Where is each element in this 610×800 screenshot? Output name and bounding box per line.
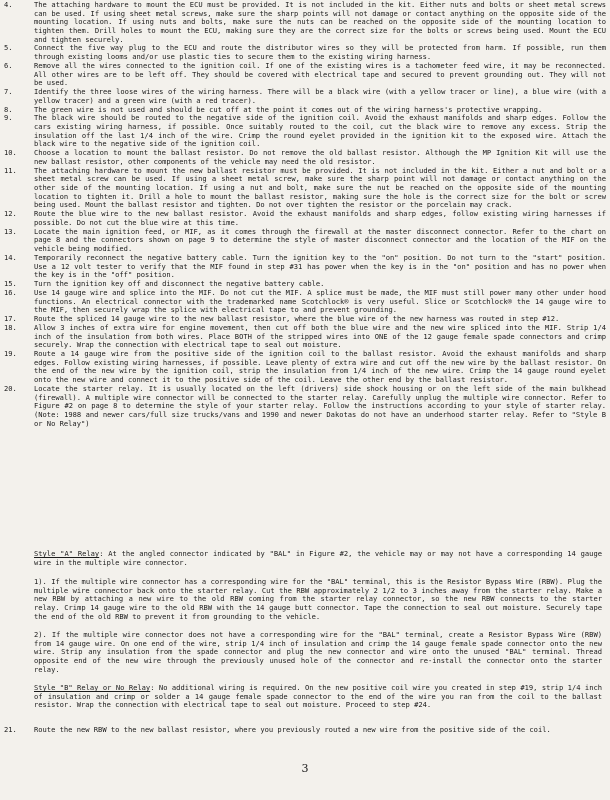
step-13 [4,228,606,254]
style-a-relay-paragraph [34,550,602,567]
step-number: 15. [4,279,17,289]
step-6 [4,62,606,88]
step-text: Temporarily reconnect the negative battery cable. Turn the ignition key to the "on" position. Do not turn to the "start" position. Use a 12 volt tester to verify that the MIF found in step #31 has power when the key is in the "on" position and has no power when the key is in the "off" position. [34,252,606,280]
step-9 [4,114,606,149]
step-text: Locate the main ignition feed, or MIF, as it comes through the firewall at the master disconnect connector. Refer to the chart on page 8 and the connectors shown on page 9 to determine the style of master disconnect connector and the location of the MIF on the vehicle being modified. [34,226,606,254]
step-number: 10. [4,148,17,158]
style-a-text: : At the angled connector indicated by "BAL" in Figure #2, the vehicle may or may not have a corresponding 14 gauge wire in the multiple wire connector. [34,549,602,567]
step-7 [4,88,606,105]
step-number: 5. [4,43,13,53]
step-12 [4,210,606,227]
step-number: 21. [4,725,17,734]
step-text: Choose a location to mount the ballast resistor. Do not remove the old ballast resistor. Although the MP Ignition Kit will use the new ballast resistor, other components of the vehicle may need the old resistor. [34,148,606,166]
step-4 [4,1,606,44]
step-text: Locate the starter relay. It is usually located on the left (drivers) side shock housing or on the left side of the main bulkhead (firewall). A multiple wire connector will be connected to the starter relay. Carefully unplug the multiple wire connector. Refer to Figure #2 on page 8 to determine the style of your starter relay. Follow the instructions according to your style of starter relay. (Note: 1988 and newer cars/full size trucks/vans and 1990 and newer Dakotas do not have an underhood starter relay. Refer to "Style B or No Relay") [34,383,606,428]
step-number: 18. [4,322,17,332]
step-text: Route a 14 gauge wire from the positive side of the ignition coil to the ballast resistor. Avoid the exhaust manifolds and sharp edges. Follow existing wiring harnesses, if possible. Leave plenty of extra wire and cut off the new wire by the ballast resistor. On the end of the new wire by the ignition coil, strip the insulation from 1/4 inch of the new wire. Crimp the 14 gauge round eyelet onto the new wire and connect it to the positive side of the coil. Leave the other end by the ballast resistor. [34,349,606,385]
page-number: 3 [301,762,309,775]
step-list [4,1,606,428]
step-10 [4,149,606,166]
step-text: The black wire should be routed to the negative side of the ignition coil. Avoid the exhaust manifolds and sharp edges. Follow the cars existing wiring harness, if possible. Once suitably routed to the coil, cut the black wire to remove any excess. Strip the insulation off the last 1/4 inch of the wire. Crimp the round eyelet provided in the ignition kit to the exposed wire. Attach the black wire to the negative side of the ignition coil. [34,113,606,149]
step-21 [4,726,606,735]
step-text: Turn the ignition key off and disconnect the negative battery cable. [34,279,325,289]
step-text: Use 14 gauge wire and splice into the MIF. Do not cut the MIF. A splice must be made, the MIF must still power many other under hood functions. An electrical connector with the trademarked name Scotchlock® is very useful. Slice or Scotchlock® the 14 gauge wire to the MIF, then securely wrap the splice with electrical tape to and prevent grounding. [34,287,606,315]
step-text: Remove all the wires connected to the ignition coil. If one of the existing wires is a tachometer feed wire, it may be reconnected. All other wires are to be left off. They should be covered with electrical tape and secured to prevent grounding out. They will not be used. [34,60,606,88]
step-text: Route the new RBW to the new ballast resistor, where you previously routed a new wire from the positive side of the coil. [34,725,551,734]
step-text: Route the blue wire to the new ballast resistor. Avoid the exhaust manifolds and sharp edges, follow existing wiring harnesses if possible. Do not cut the blue wire at this time. [34,209,606,227]
step-5 [4,44,606,61]
step-number: 20. [4,383,17,393]
step-number: 12. [4,209,17,219]
style-a-option-1: 1). If the multiple wire connector has a corresponding wire for the "BAL" terminal, this is the Resistor Bypass Wire (RBW). Plug the multiple wire connector back onto the starter relay. Cut the RBW approximately 2 1/2 to 3 inches away from the starter relay. Make a new RBW by attaching a new wire to the old RBW coming from the starter relay connector, so the new RBW connects to the starter relay. Crimp 14 gauge wire to the old RBW with the 14 gauge butt connector. Tape the connection to seal out moisture. Securely tape the end of the old RBW to prevent it from grounding to the vehicle. [34,577,602,621]
style-a-option-2: 2). If the multiple wire connector does not have a corresponding wire for the "BAL" terminal, create a Resistor Bypass Wire (RBW) from 14 gauge wire. On one end of the wire, strip 1/4 inch of insulation and crimp the 14 gauge female spade connector onto the new wire. Strip any insulation from the spade connector and plug the new connector and wire onto the unused "BAL" terminal. Thread opposite end of the new wire through the previously unused hole of the connector and re-install the connector onto the starter relay. [34,630,602,674]
step-19 [4,350,606,385]
step-number: 4. [4,0,13,9]
step-20 [4,385,606,428]
step-number: 11. [4,165,17,175]
style-b-heading: Style "B" Relay or No Relay [34,683,151,692]
step-number: 7. [4,87,13,97]
style-b-text: : No additional wiring is required. On the new positive coil wire you created in step #19, strip 1/4 inch of insulation and crimp or solder a 14 gauge female spade connector to the end of the wire you ran from the coil to the ballast resistor. Wrap the connection with electrical tape to seal out moisture. Proceed to step #24. [34,683,603,710]
step-number: 16. [4,287,17,297]
step-number: 13. [4,226,17,236]
step-number: 6. [4,60,13,70]
step-text: Allow 3 inches of extra wire for engine movement, then cut off both the blue wire and the new wire spliced into the MIF. Strip 1/4 inch of the insulation from both wires. Place BOTH of the stripped wires into ONE of the 12 gauge female spade connectors and crimp securely. Wrap the connection with electrical tape to seal out moisture. [34,322,606,350]
step-number: 17. [4,314,17,324]
step-text: Identify the three loose wires of the wiring harness. There will be a black wire (with a yellow tracer or line), a blue wire (with a yellow tracer) and a green wire (with a red tracer). [34,87,606,105]
step-number: 19. [4,349,17,359]
style-b-relay-paragraph [34,684,602,710]
step-11 [4,167,606,210]
step-16 [4,289,606,315]
step-text: The green wire is not used and should be cut off at the point it comes out of the wiring harness's protective wrapping. [34,104,543,114]
step-text: Connect the five way plug to the ECU and route the distributor wires so they will be protected from harm. If possible, run them through existing looms and/or use plastic ties to secure them to the existing wiring harness. [34,43,606,62]
step-14 [4,254,606,280]
step-number: 9. [4,113,13,123]
step-18 [4,324,606,350]
step-text: The attaching hardware to mount the new ballast resistor must be provided. It is not included in the kit. Either a nut and bolt or a sheet metal screw can be used. If using a sheet metal screw, make sure the sharp point will not damage or contact anything on the other side of the mounting location. If using a nut and bolt, make sure the nut be reached on the opposite side of the mounting location to tighten it. Drill a hole to mount the ballast resistor, making sure the hole is the correct size for the bolt or screw being used. Mount the ballast resistor and tighten. Do not over tighten the resistor or the porcelain may crack. [34,165,606,210]
step-number: 8. [4,104,13,114]
step-number: 14. [4,252,17,262]
style-a-heading: Style "A" Relay [34,549,100,558]
step-text: The attaching hardware to mount the ECU must be provided. It is not included in the kit. Either nuts and bolts or sheet metal screws can be used. If using sheet metal screws, make sure the sharp points will not damage or contact anything on the opposite side of the mounting location. If using nuts and bolts, make sure the nuts can be reached on the opposite side of the mounting location to tighten them. Drill holes to mount the ECU, making sure they are the correct size for the bolts or screws being used. Mount the ECU and tighten securely. [34,0,606,44]
step-text: Route the spliced 14 gauge wire to the new ballast resistor, where the blue wire of the new harness was routed in step #12. [34,314,560,324]
